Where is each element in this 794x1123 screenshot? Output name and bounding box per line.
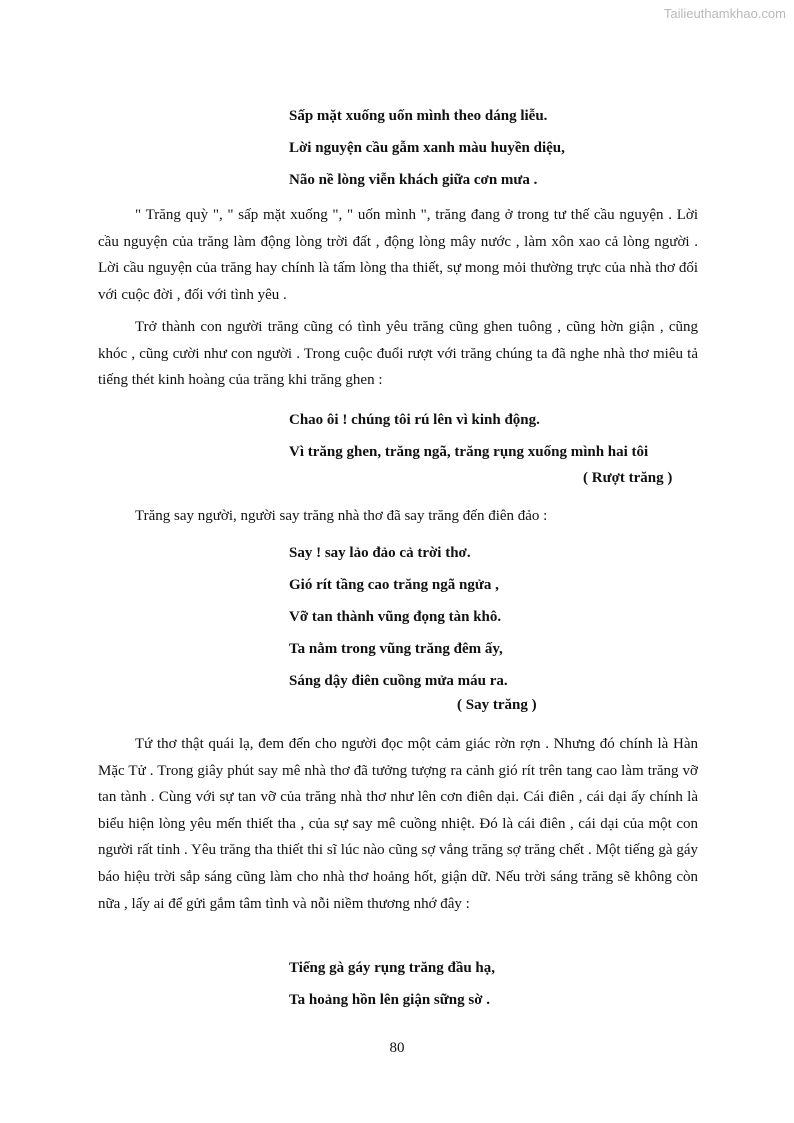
poem-excerpt-4 — [289, 952, 495, 1016]
page-number: 80 — [389, 1040, 405, 1056]
poem-excerpt-3 — [289, 537, 508, 697]
poem-line: Lời nguyện cầu gẫm xanh màu huyền diệu, — [289, 140, 565, 156]
poem-line: Ta hoảng hồn lên giận sững sờ . — [289, 992, 490, 1008]
poem-line: Vì trăng ghen, trăng ngã, trăng rụng xuống mình hai tôi — [289, 444, 649, 460]
poem-line: Chao ôi ! chúng tôi rú lên vì kinh động. — [289, 412, 540, 428]
poem-line: Gió rít tầng cao trăng ngã ngửa , — [289, 577, 499, 593]
paragraph-4: Tứ thơ thật quái lạ, đem đến cho người đọc một cảm giác rờn rợn . Nhưng đó chính là Hàn Mặc Tử . Trong giây phút say mê nhà thơ đã tưởng tượng ra cảnh gió rít trên tang cao làm trăng vỡ tan tành . Cùng với sự tan vỡ của trăng nhà thơ như lên cơn điên dại. Cái điên , cái dại ấy chính là biểu hiện lòng yêu mến thiết tha , của sự say mê cuồng nhiệt. Đó là cái điên , cái dại của một con người rất tỉnh . Yêu trăng tha thiết thi sĩ lúc nào cũng sợ vắng trăng sợ trăng chết . Một tiếng gà gáy báo hiệu trời sắp sáng cũng làm cho nhà thơ hoảng hốt, giận dữ. Nếu trời sáng trăng sẽ không còn nữa , lấy ai để gửi gắm tâm tình và nỗi niềm thương nhớ đây : — [98, 736, 698, 912]
poem-line: Ta nằm trong vũng trăng đêm ấy, — [289, 641, 503, 657]
poem-source-say-trang: ( Say trăng ) — [457, 697, 537, 713]
poem-excerpt-2 — [289, 404, 648, 468]
poem-line: Tiếng gà gáy rụng trăng đầu hạ, — [289, 960, 496, 976]
poem-line: Não nề lòng viễn khách giữa cơn mưa . — [289, 172, 538, 188]
poem-excerpt-1 — [289, 100, 565, 196]
poem-line: Say ! say lảo đảo cả trời thơ. — [289, 545, 471, 561]
paragraph-2: Trở thành con người trăng cũng có tình yêu trăng cũng ghen tuông , cũng hờn giận , cũng khóc , cũng cười như con người . Trong cuộc đuổi rượt với trăng chúng ta đã nghe nhà thơ miêu tả tiếng thét kinh hoàng của trăng khi trăng ghen : — [98, 319, 698, 389]
poem-source-ruot-trang: ( Rượt trăng ) — [583, 470, 673, 486]
paragraph-1: " Trăng quỳ ", " sấp mặt xuống ", " uốn mình ", trăng đang ở trong tư thế cầu nguyện . Lời cầu nguyện của trăng làm động lòng trời đất , động lòng mây nước , làm xôn xao cả lòng người . Lời cầu nguyện của trăng hay chính là tấm lòng tha thiết, sự mong mỏi thường trực của nhà thơ đối với cuộc đời , đối với tình yêu . — [98, 207, 698, 303]
paragraph-3: Trăng say người, người say trăng nhà thơ đã say trăng đến điên đảo : — [135, 508, 548, 524]
poem-line: Sáng dậy điên cuồng mửa máu ra. — [289, 673, 508, 689]
poem-line: Vỡ tan thành vũng đọng tàn khô. — [289, 609, 502, 625]
poem-line: Sấp mặt xuống uốn mình theo dáng liễu. — [289, 108, 548, 124]
watermark: Tailieuthamkhao.com — [663, 6, 786, 21]
